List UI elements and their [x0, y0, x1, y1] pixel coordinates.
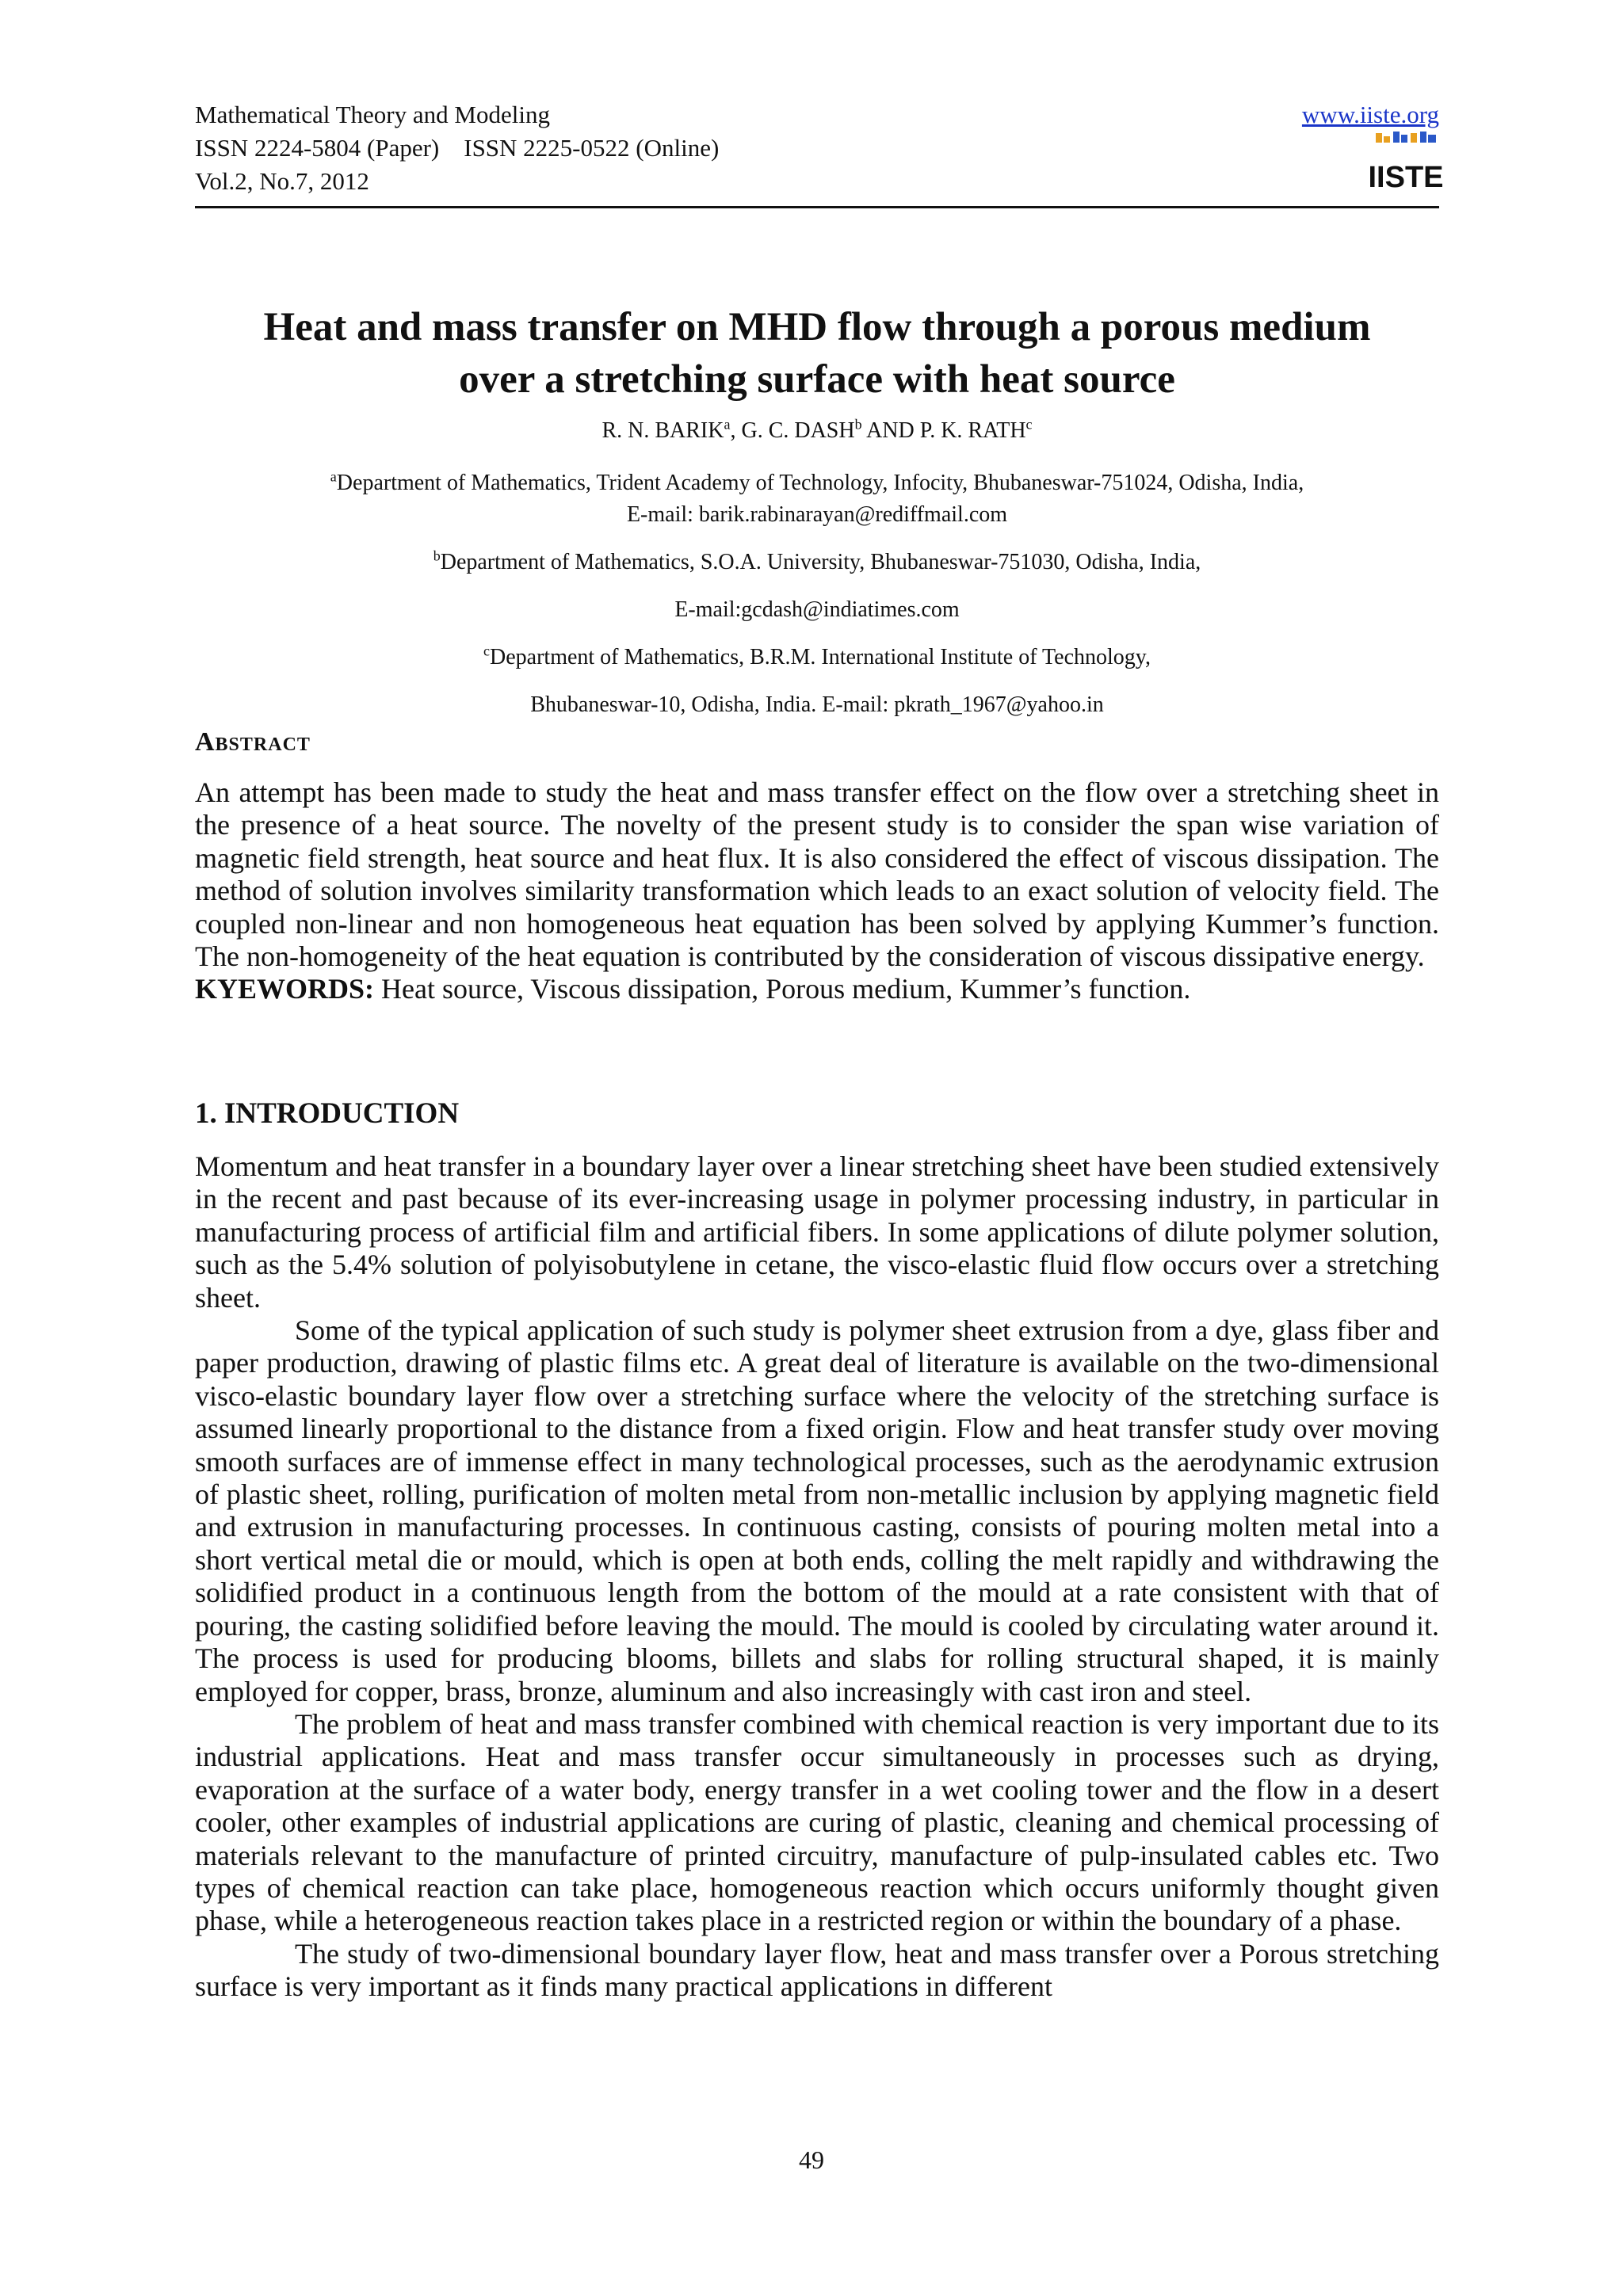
intro-paragraph-3: The problem of heat and mass transfer combined with chemical reaction is very important due to its industrial applications. Heat and mass transfer occur simultaneously in processes such as drying, evaporation at the surface of a water body, energy transfer in a wet cooling tower and the flow in a desert cooler, other examples of industrial applications are curing of plastic, cleaning and chemical processing of materials relevant to the manufacture of printed circuitry, manufacture of pulp-insulated cables etc. Two types of chemical reaction can take place, homogeneous reaction which occurs uniformly thought given phase, while a heterogeneous reaction takes place in a restricted region or within the boundary of a phase. — [195, 1707, 1439, 1937]
journal-website-link[interactable]: www.iiste.org — [1301, 101, 1439, 128]
intro-paragraph-1: Momentum and heat transfer in a boundary layer over a linear stretching sheet have been studied extensively in the recent and past because of its ever-increasing usage in polymer processing industry, in particular in manufacturing process of artificial film and artificial fibers. In some applications of dilute polymer solution, such as the 5.4% solution of polyisobutylene in cetane, the visco-elastic fluid flow occurs over a stretching sheet. — [195, 1150, 1439, 1314]
page-number: 49 — [799, 2145, 824, 2174]
email-b: E-mail:gcdash@indiatimes.com — [674, 597, 960, 622]
intro-paragraph-2: Some of the typical application of such study is polymer sheet extrusion from a dye, glass fiber and paper production, drawing of plastic films etc. A great deal of literature is available on the two-dimensional visco-elastic boundary layer flow over a stretching surface where the velocity of the stretching surface is assumed linearly proportional to the distance from a fixed origin. Flow and heat transfer study over moving smooth surfaces are of immense effect in many technological processes, such as the aerodynamic extrusion of plastic sheet, rolling, purification of molten metal from non-metallic inclusion by applying magnetic field and extrusion in manufacturing processes. In continuous casting, consists of pouring molten metal into a short vertical metal die or mould, which is open at both ends, colling the melt rapidly and withdrawing the solidified product in a continuous length from the bottom of the mould at a rate consistent with that of pouring, the casting solidified before leaving the mould. The mould is cooled by circulating water around it. The process is used for producing blooms, billets and slabs for rolling structural shaped, it is mainly employed for copper, brass, bronze, aluminum and also increasingly with cast iron and steel. — [195, 1314, 1439, 1707]
affiliation-c-address: Bhubaneswar-10, Odisha, India. E-mail: pkrath_1967@yahoo.in — [530, 692, 1104, 717]
affiliation-b: $^b$Department of Mathematics, S.O.A. University, Bhubaneswar-751030, Odisha, India, — [433, 547, 1201, 574]
journal-issn: ISSN 2224-5804 (Paper) ISSN 2225-0522 (Online) — [195, 134, 720, 162]
journal-info — [195, 98, 719, 198]
title-line-1: Heat and mass transfer on MHD flow through a porous medium — [263, 305, 1371, 349]
journal-volume: Vol.2, No.7, 2012 — [195, 167, 369, 195]
keywords: KYEWORDS: Heat source, Viscous dissipation, Porous medium, Kummer’s function. — [195, 973, 1191, 1005]
author-list: R. N. BARIK$^a$, G. C. DASH$^b$ AND P. K. RATH$^c$ — [601, 416, 1033, 443]
journal-name: Mathematical Theory and Modeling — [195, 101, 550, 128]
affiliation-c: $^c$Department of Mathematics, B.R.M. International Institute of Technology, — [483, 643, 1151, 669]
paper-title — [195, 301, 1439, 406]
title-line-2: over a stretching surface with heat source — [459, 357, 1175, 402]
email-a: E-mail: barik.rabinarayan@rediffmail.com — [626, 502, 1008, 527]
iiste-logo — [1368, 132, 1444, 196]
abstract-text: An attempt has been made to study the heat and mass transfer effect on the flow over a stretching sheet in the presence of a heat source. The novelty of the present study is to consider the span wise variation of magnetic field strength, heat source and heat flux. It is also considered the effect of viscous dissipation. The method of solution involves similarity transformation which leads to an exact solution of velocity field. The coupled non-linear and non homogeneous heat equation has been solved by applying Kummer’s function. The non-homogeneity of the heat equation is contributed by the consideration of viscous dissipative energy. — [195, 776, 1439, 973]
abstract-heading: Abstract — [195, 727, 311, 757]
intro-paragraph-4: The study of two-dimensional boundary layer flow, heat and mass transfer over a Porous stretching surface is very important as it finds many practical applications in different — [195, 1937, 1439, 2003]
header-rule — [195, 206, 1439, 208]
section-heading-introduction: 1. INTRODUCTION — [195, 1097, 460, 1130]
affiliation-a: $^a$Department of Mathematics, Trident Academy of Technology, Infocity, Bhubaneswar-751024, Odisha, India, E-mail: barik.rabinarayan@rediffmail.com — [195, 467, 1439, 531]
svg-text:IISTE: IISTE — [1368, 161, 1444, 194]
introduction-body — [195, 1150, 1439, 2004]
abstract-body — [195, 776, 1439, 1006]
